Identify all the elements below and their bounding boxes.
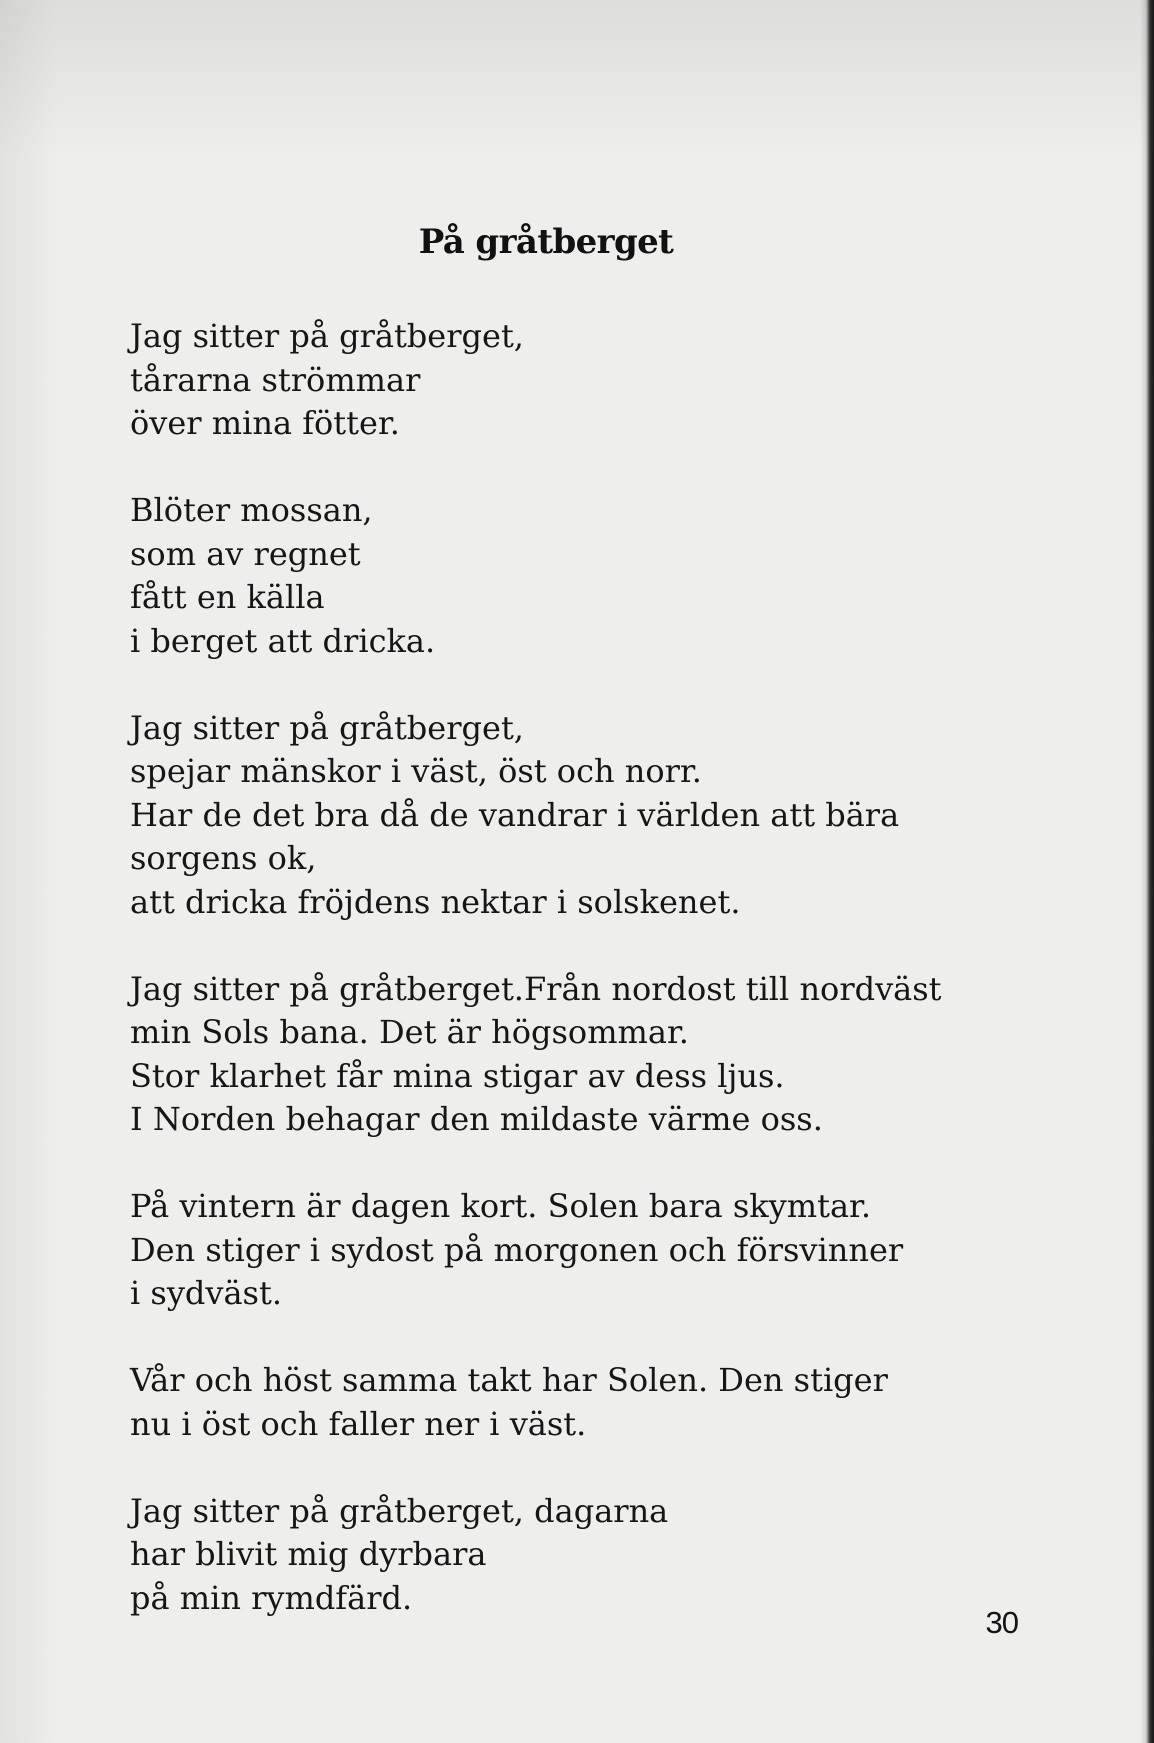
poem-line: i sydväst. <box>130 1274 282 1312</box>
poem-line: I Norden behagar den mildaste värme oss. <box>130 1100 823 1138</box>
stanza <box>130 707 942 925</box>
poem-line: min Sols bana. Det är högsommar. <box>130 1013 689 1051</box>
poem-line: Den stiger i sydost på morgonen och försvinner <box>130 1230 904 1269</box>
poem-line: Jag sitter på gråtberget.Från nordost till nordväst <box>130 969 942 1008</box>
page-number: 30 <box>985 1605 1018 1640</box>
poem-line: över mina fötter. <box>130 404 400 442</box>
stanza <box>130 1359 942 1446</box>
poem-line: På vintern är dagen kort. Solen bara skymtar. <box>130 1187 871 1225</box>
poem-line: nu i öst och faller ner i väst. <box>130 1404 587 1443</box>
poem-body <box>130 315 942 1620</box>
poem-line: att dricka fröjdens nektar i solskenet. <box>130 882 741 921</box>
stanza <box>130 968 942 1142</box>
poem-line: Blöter mossan, <box>130 491 373 529</box>
poem-line: Har de det bra då de vandrar i världen att bära <box>130 795 900 834</box>
poem-line: Jag sitter på gråtberget, <box>130 708 524 747</box>
stanza <box>130 1490 942 1621</box>
poem-line: fått en källa <box>130 578 325 616</box>
stanza <box>130 315 942 446</box>
poem-line: Stor klarhet får mina stigar av dess ljus. <box>130 1056 785 1095</box>
poem-line: Jag sitter på gråtberget, <box>130 317 524 355</box>
poem-title: På gråtberget <box>418 222 674 262</box>
poem-line: som av regnet <box>130 534 361 573</box>
poem-line: sorgens ok, <box>130 839 317 877</box>
poem-line: Jag sitter på gråtberget, dagarna <box>130 1491 669 1530</box>
stanza <box>130 489 942 663</box>
stanza <box>130 1185 942 1316</box>
poem-line: på min rymdfärd. <box>130 1578 413 1617</box>
poem-line: Vår och höst samma takt har Solen. Den stiger <box>130 1361 888 1399</box>
poem-line: i berget att dricka. <box>130 621 436 660</box>
poem-line: tårarna strömmar <box>130 360 421 399</box>
poem-line: har blivit mig dyrbara <box>130 1535 487 1573</box>
poem-line: spejar mänskor i väst, öst och norr. <box>130 752 702 790</box>
